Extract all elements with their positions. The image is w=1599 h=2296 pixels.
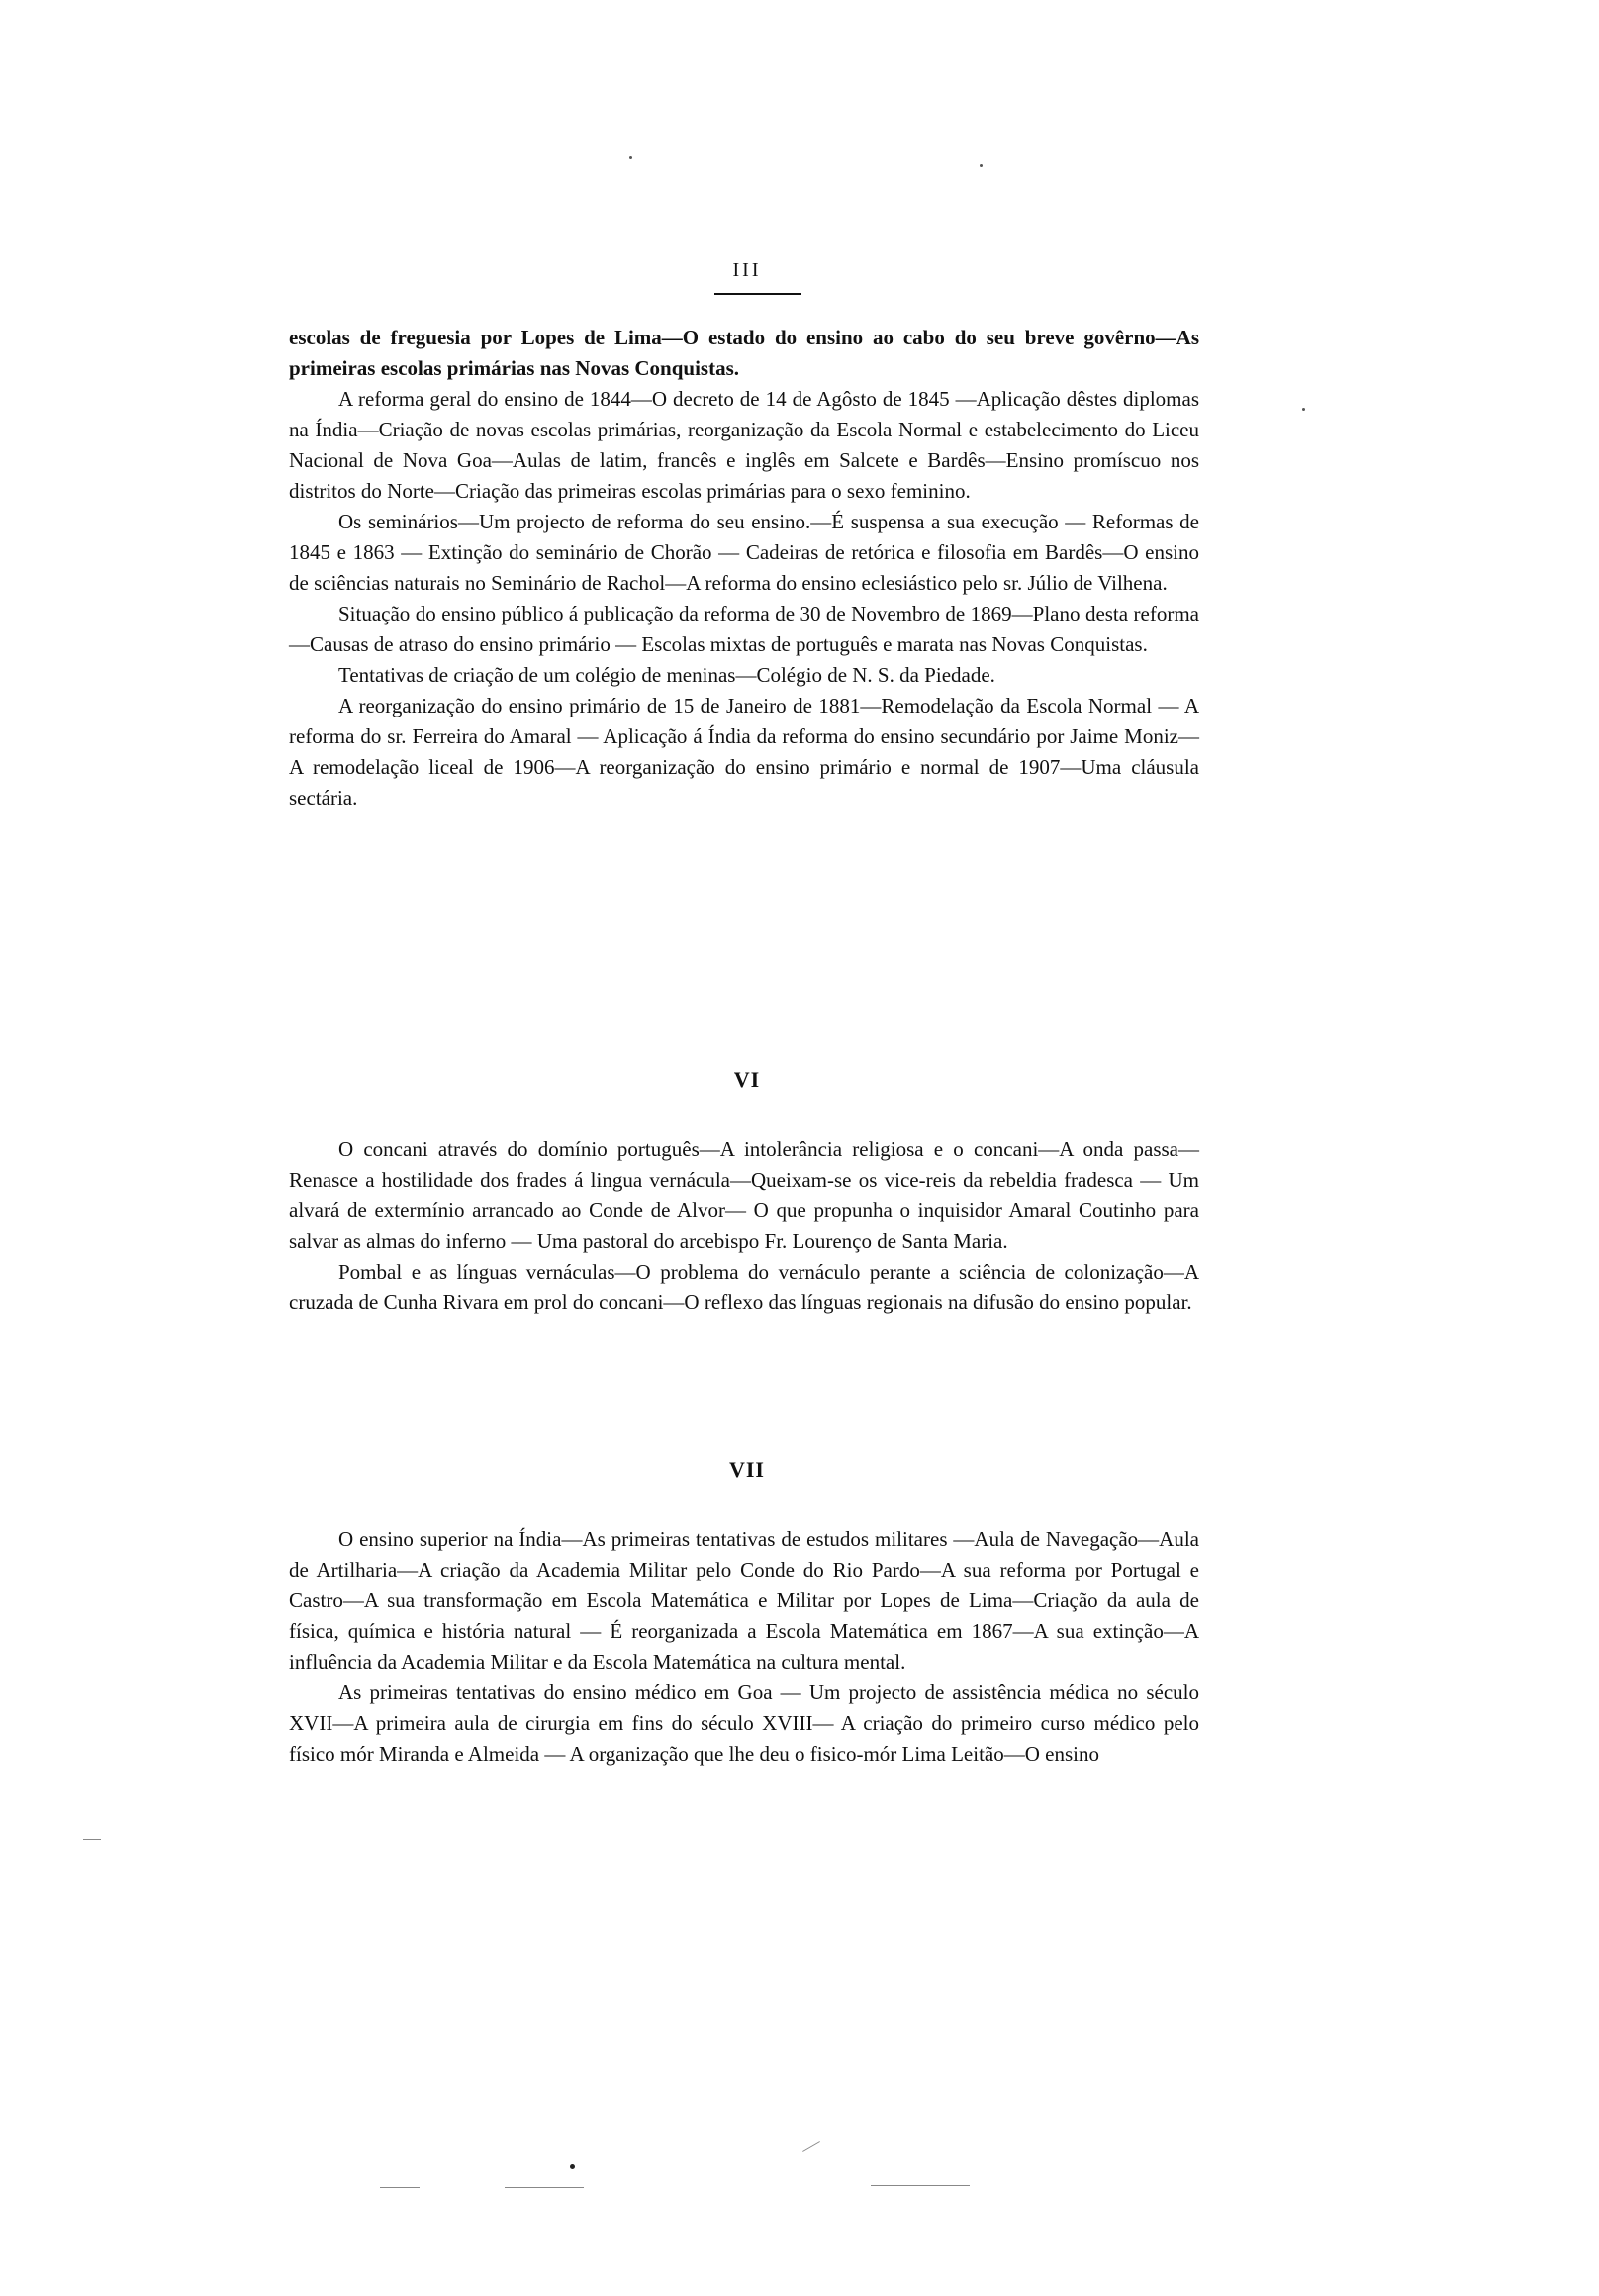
paragraph: O ensino superior na Índia—As primeiras tentativas de estudos militares —Aula de Navegação—Aula de Artilharia—A criação da Academia Militar pelo Conde do Rio Pardo—A sua reforma por Portugal e Castro—A sua transformação em Escola Matemática e Militar por Lopes de Lima—Criação da aula de física, química e história natural — É reorganizada a Escola Matemática em 1867—A sua extinção—A influência da Academia Militar e da Escola Matemática na cultura mental. bbox=[289, 1527, 1199, 1674]
section-heading-vi: VI bbox=[733, 1067, 761, 1092]
scan-mark bbox=[380, 2187, 420, 2188]
paragraph: Tentativas de criação de um colégio de meninas—Colégio de N. S. da Piedade. bbox=[338, 663, 995, 687]
paragraph: Pombal e as línguas vernáculas—O problema do vernáculo perante a sciência de colonização—A cruzada de Cunha Rivara em prol do concani—O reflexo das línguas regionais na difusão do ensino popular. bbox=[289, 1260, 1199, 1314]
scan-speck bbox=[1302, 408, 1305, 411]
paragraph: O concani através do domínio português—A intolerância religiosa e o concani—A onda passa—Renasce a hostilidade dos frades á lingua vernácula—Queixam-se os vice-reis da rebeldia fradesca — Um alvará de extermínio arrancado ao Conde de Alvor— O que propunha o inquisidor Amaral Coutinho para salvar as almas do inferno — Uma pastoral do arcebispo Fr. Lourenço de Santa Maria. bbox=[289, 1137, 1199, 1253]
scan-mark bbox=[871, 2185, 970, 2186]
paragraph: Situação do ensino público á publicação da reforma de 30 de Novembro de 1869—Plano desta reforma—Causas de atraso do ensino primário — Escolas mixtas de português e marata nas Novas Conquistas. bbox=[289, 602, 1199, 656]
paragraph: escolas de freguesia por Lopes de Lima—O estado do ensino ao cabo do seu breve govêrno—As primeiras escolas primárias nas Novas Conquistas. bbox=[289, 326, 1199, 380]
page-number-underline bbox=[714, 293, 801, 295]
paragraph: Os seminários—Um projecto de reforma do seu ensino.—É suspensa a sua execução — Reformas de 1845 e 1863 — Extinção do seminário de Chorão — Cadeiras de retórica e filosofia em Bardês—O ensino de sciências naturais no Seminário de Rachol—A reforma do ensino eclesiástico pelo sr. Júlio de Vilhena. bbox=[289, 510, 1199, 595]
paragraph: A reorganização do ensino primário de 15 de Janeiro de 1881—Remodelação da Escola Normal — A reforma do sr. Ferreira do Amaral — Aplicação á Índia da reforma do ensino secundário por Jaime Moniz—A remodelação liceal de 1906—A reorganização do ensino primário e normal de 1907—Uma cláusula sectária. bbox=[289, 694, 1199, 810]
page-number: III bbox=[732, 259, 762, 281]
scan-mark bbox=[505, 2187, 584, 2188]
scan-mark bbox=[802, 2141, 820, 2152]
section-3-continuation bbox=[289, 323, 1199, 813]
section-heading-vii: VII bbox=[728, 1457, 765, 1482]
scan-speck bbox=[629, 156, 632, 159]
scan-mark bbox=[83, 1839, 101, 1840]
scan-speck bbox=[570, 2164, 575, 2169]
paragraph: A reforma geral do ensino de 1844—O decreto de 14 de Agôsto de 1845 —Aplicação dêstes diplomas na Índia—Criação de novas escolas primárias, reorganização da Escola Normal e estabelecimento do Liceu Nacional de Nova Goa—Aulas de latim, francês e inglês em Salcete e Bardês—Ensino promíscuo nos distritos do Norte—Criação das primeiras escolas primárias para o sexo feminino. bbox=[289, 387, 1199, 503]
section-7-body bbox=[289, 1524, 1199, 1770]
section-6-body bbox=[289, 1134, 1199, 1318]
scan-speck bbox=[980, 164, 983, 167]
paragraph: As primeiras tentativas do ensino médico em Goa — Um projecto de assistência médica no século XVII—A primeira aula de cirurgia em fins do século XVIII— A criação do primeiro curso médico pelo físico mór Miranda e Almeida — A organização que lhe deu o fisico-mór Lima Leitão—O ensino bbox=[289, 1680, 1199, 1766]
